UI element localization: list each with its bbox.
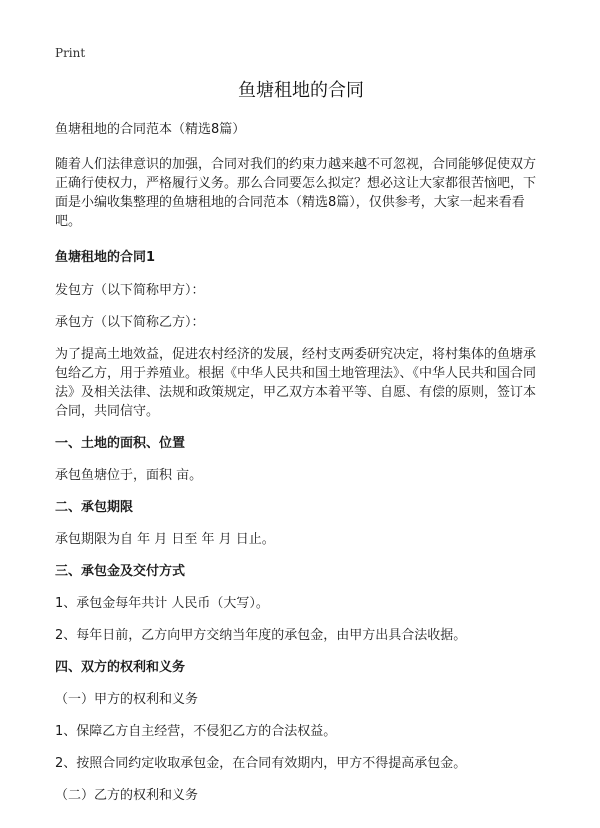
section-item: 2、按照合同约定收取承包金，在合同有效期内，甲方不得提高承包金。 [55,756,467,771]
section-heading: 一、土地的面积、位置 [55,436,186,451]
section-text: 承包鱼塘位于，面积 亩。 [55,468,203,483]
preamble-paragraph: 为了提高土地效益，促进农村经济的发展，经村支两委研究决定，将村集体的鱼塘承包给乙方，用于养殖业。根据《中华人民共和国土地管理法》、《中华人民共和国合同法》及相关法律、法规和政策规定，甲乙双方本着平等、自愿、有偿的原则，签订本合同，共同信守。 [55,347,537,419]
document-body [55,78,547,818]
party-b-line: 承包方（以下简称乙方）： [55,315,205,330]
section-heading: 二、承包期限 [55,500,134,515]
intro-paragraph: 随着人们法律意识的加强，合同对我们的约束力越来越不可忽视，合同能够促使双方正确行使权力，严格履行义务。那么合同要怎么拟定？想必这让大家都很苦恼吧，下面是小编收集整理的鱼塘租地的合同范本（精选8篇），仅供参考，大家一起来看看吧。 [55,157,537,229]
section-heading: 三、承包金及交付方式 [55,564,186,579]
party-a-line: 发包方（以下简称甲方）： [55,283,205,298]
section-item: 1、承包金每年共计 人民币（大写）。 [55,596,269,611]
article-title: 鱼塘租地的合同1 [55,250,156,265]
subsection-heading: （二）乙方的权利和义务 [55,788,199,803]
subsection-heading: （一）甲方的权利和义务 [55,692,199,707]
section-text: 承包期限为自 年 月 日至 年 月 日止。 [55,532,275,547]
section-item: 1、保障乙方自主经营，不侵犯乙方的合法权益。 [55,724,337,739]
section-item: 2、每年日前，乙方向甲方交纳当年度的承包金，由甲方出具合法收据。 [55,628,467,643]
document-subtitle: 鱼塘租地的合同范本（精选8篇） [55,122,246,137]
document-title: 鱼塘租地的合同 [238,80,364,101]
print-link[interactable]: Print [55,46,86,60]
section-heading: 四、双方的权利和义务 [55,660,186,675]
